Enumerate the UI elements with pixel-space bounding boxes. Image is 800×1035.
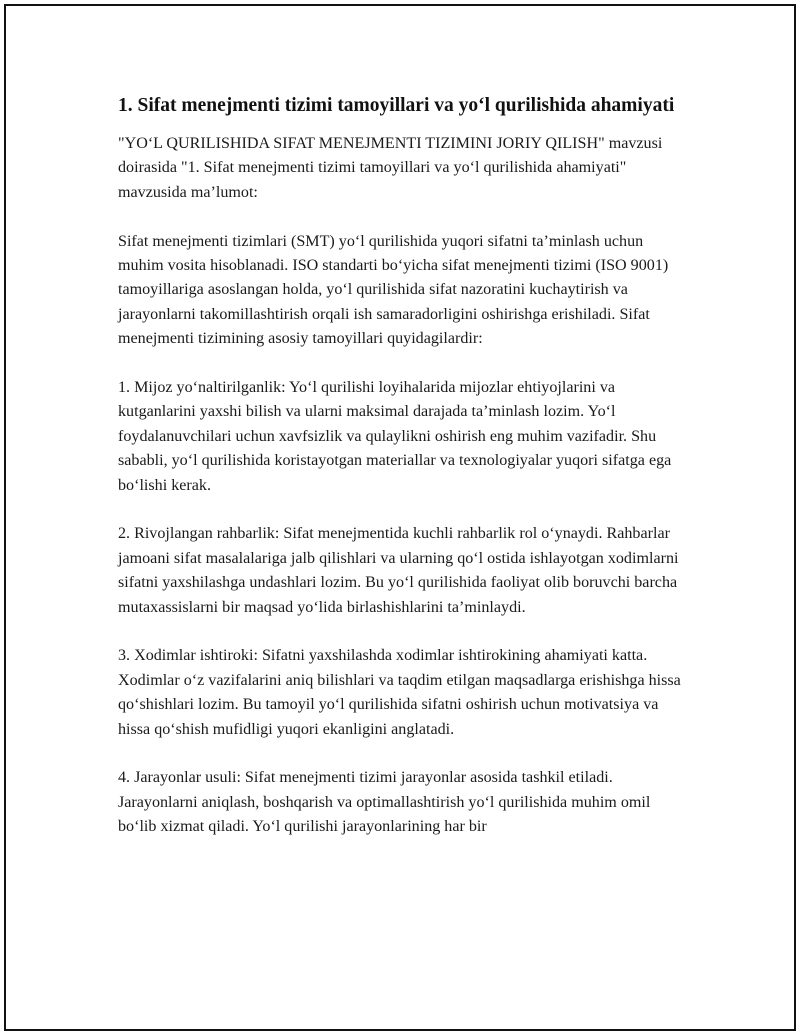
- principle-engagement: 3. Xodimlar ishtiroki: Sifatni yaxshilashda xodimlar ishtirokining ahamiyati katta. Xodimlar o‘z vazifalarini aniq bilishlari va taqdim etilgan maqsadlarga erishishga hissa qo‘shishlari lozim. Bu tamoyil yo‘l qurilishida sifatni oshirish uchun motivatsiya va hissa qo‘shish mufidligi yuqori ekanligini anglatadi.: [118, 647, 681, 738]
- smt-overview-paragraph: Sifat menejmenti tizimlari (SMT) yo‘l qurilishida yuqori sifatni ta’minlash uchun muhim vosita hisoblanadi. ISO standarti bo‘yicha sifat menejmenti tizimi (ISO 9001) tamoyillariga asoslangan holda, yo‘l qurilishida sifat nazoratini kuchaytirish va jarayonlarni takomillashtirish orqali ish samaradorligini oshirishga erishiladi. Sifat menejmenti tizimining asosiy tamoyillari quyidagilardir:: [118, 232, 669, 348]
- principle-process-approach: 4. Jarayonlar usuli: Sifat menejmenti tizimi jarayonlar asosida tashkil etiladi. Jarayonlarni aniqlash, boshqarish va optimallashtirish yo‘l qurilishida muhim omil bo‘lib xizmat qiladi. Yo‘l qurilishi jarayonlarining har bir: [118, 769, 651, 836]
- document-body: [118, 93, 688, 864]
- principle-customer-focus: 1. Mijoz yo‘naltirilganlik: Yo‘l qurilishi loyihalarida mijozlar ehtiyojlarini va kutganlarini yaxshi bilish va ularni maksimal darajada ta’minlash lozim. Yo‘l foydalanuvchilari uchun xavfsizlik va qulaylikni oshirish eng muhim vazifadir. Shu sababli, yo‘l qurilishida koristayotgan materiallar va texnologiyalar yuqori sifatga ega bo‘lishi kerak.: [118, 379, 672, 494]
- document-title: 1. Sifat menejmenti tizimi tamoyillari va yo‘l qurilishida ahamiyati: [118, 95, 675, 116]
- principle-leadership: 2. Rivojlangan rahbarlik: Sifat menejmentida kuchli rahbarlik rol o‘ynaydi. Rahbarlar jamoani sifat masalalariga jalb qilishlari va ularning qo‘l ostida ishlayotgan xodimlarni sifatni yaxshilashga undashlari lozim. Bu yo‘l qurilishida faoliyat olib boruvchi barcha mutaxassislarni bir maqsad yo‘lida birlashishlarini ta’minlaydi.: [118, 525, 679, 616]
- intro-paragraph: "YO‘L QURILISHIDA SIFAT MENEJMENTI TIZIMINI JORIY QILISH" mavzusi doirasida "1. Sifat menejmenti tizimi tamoyillari va yo‘l qurilishida ahamiyati" mavzusida ma’lumot:: [118, 135, 663, 201]
